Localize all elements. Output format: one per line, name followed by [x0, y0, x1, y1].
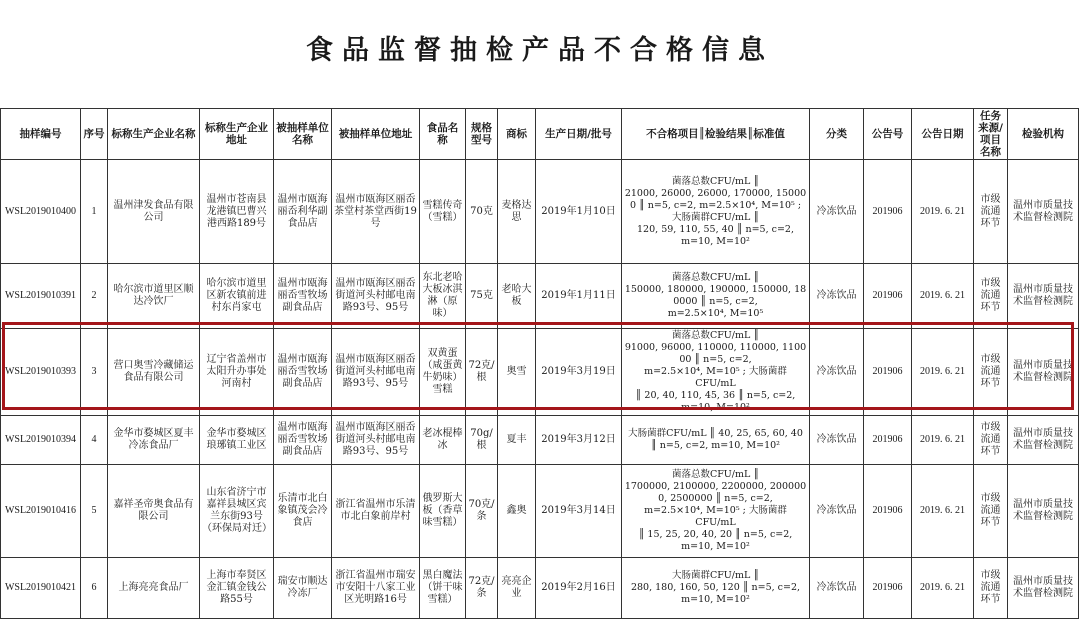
cell-notice: 201906 [864, 264, 912, 329]
cell-category: 冷冻饮品 [810, 329, 864, 416]
cell-no: 3 [81, 329, 108, 416]
cell-brand: 老哈大板 [498, 264, 536, 329]
result-line: 150000, 180000, 190000, 150000, 18 [624, 284, 807, 295]
cell-result [622, 416, 810, 465]
column-header: 序号 [81, 109, 108, 160]
cell-brand: 奥雪 [498, 329, 536, 416]
cell-unit: 温州市瓯海丽岙利华副食品店 [274, 160, 332, 264]
table-row [1, 465, 1079, 558]
cell-category: 冷冻饮品 [810, 416, 864, 465]
column-header: 任务来源/项目名称 [974, 109, 1008, 160]
cell-date: 2019年3月12日 [536, 416, 622, 465]
cell-brand: 夏丰 [498, 416, 536, 465]
page-title: 食品监督抽检产品不合格信息 [306, 35, 774, 66]
cell-unit-addr: 浙江省温州市乐清市北白象前岸村 [332, 465, 420, 558]
cell-no: 5 [81, 465, 108, 558]
cell-maker-addr: 山东省济宁市嘉祥县城区宾兰东街93号（环保局对迁） [200, 465, 274, 558]
cell-maker: 嘉祥圣帝奥食品有限公司 [108, 465, 200, 558]
cell-source: 市级流通环节 [974, 416, 1008, 465]
result-line: 大肠菌群CFU/mL ║ [671, 570, 760, 581]
result-line: 0, 2500000 ║ n=5, c=2, [658, 493, 773, 504]
cell-maker: 哈尔滨市道里区顺达冷饮厂 [108, 264, 200, 329]
result-line: m=10, M=10² [681, 541, 750, 552]
column-header: 商标 [498, 109, 536, 160]
result-line: 0 ║ n=5, c=2, m=2.5×10⁴, M=10⁵ ; [629, 199, 802, 211]
cell-brand: 亮亮企业 [498, 558, 536, 619]
cell-unit: 瑞安市顺达冷冻厂 [274, 558, 332, 619]
result-line: m=10, M=10² [681, 235, 750, 247]
column-header: 公告号 [864, 109, 912, 160]
cell-unit: 温州市瓯海丽岙雪牧场副食品店 [274, 264, 332, 329]
cell-food: 俄罗斯大板（香草味雪糕） [420, 465, 466, 558]
table-row [1, 329, 1079, 416]
result-line: m=2.5×10⁴, M=10⁵ ; 大肠菌群CFU/mL [644, 505, 787, 528]
cell-maker-addr: 上海市奉贤区金汇镇金钱公路55号 [200, 558, 274, 619]
column-header: 标称生产企业名称 [108, 109, 200, 160]
result-line: 大肠菌群CFU/mL ║ [671, 211, 760, 223]
cell-date: 2019年1月10日 [536, 160, 622, 264]
result-line: ║ 20, 40, 110, 45, 36 ║ n=5, c=2, [635, 390, 796, 401]
cell-org: 温州市质量技术监督检测院 [1008, 329, 1079, 416]
cell-date: 2019年1月11日 [536, 264, 622, 329]
cell-unit: 温州市瓯海丽岙雪牧场副食品店 [274, 416, 332, 465]
cell-category: 冷冻饮品 [810, 160, 864, 264]
result-line: m=10, M=10² [681, 402, 750, 413]
table-row [1, 558, 1079, 619]
result-line: 280, 180, 160, 50, 120 ║ n=5, c=2, [630, 582, 801, 593]
column-header: 分类 [810, 109, 864, 160]
column-header: 标称生产企业地址 [200, 109, 274, 160]
cell-date: 2019年3月19日 [536, 329, 622, 416]
result-line: 菌落总数CFU/mL ║ [671, 175, 760, 187]
cell-notice: 201906 [864, 416, 912, 465]
cell-date: 2019年2月16日 [536, 558, 622, 619]
cell-maker: 温州津发食品有限公司 [108, 160, 200, 264]
result-line: ║ 15, 25, 20, 40, 20 ║ n=5, c=2, [638, 529, 793, 540]
cell-id: WSL2019010391 [1, 264, 81, 329]
cell-notice: 201906 [864, 558, 912, 619]
cell-spec: 75克 [466, 264, 498, 329]
cell-notice-date: 2019. 6. 21 [912, 160, 974, 264]
cell-source: 市级流通环节 [974, 264, 1008, 329]
cell-category: 冷冻饮品 [810, 465, 864, 558]
column-header: 规格型号 [466, 109, 498, 160]
cell-maker-addr: 温州市苍南县龙港镇巴曹兴港西路189号 [200, 160, 274, 264]
cell-source: 市级流通环节 [974, 329, 1008, 416]
column-header: 被抽样单位地址 [332, 109, 420, 160]
cell-org: 温州市质量技术监督检测院 [1008, 558, 1079, 619]
cell-notice: 201906 [864, 329, 912, 416]
cell-unit-addr: 温州市瓯海区丽岙街道河头村邮电南路93号、95号 [332, 329, 420, 416]
cell-unit-addr: 温州市瓯海区丽岙街道河头村邮电南路93号、95号 [332, 264, 420, 329]
cell-result [622, 264, 810, 329]
result-line: 00 ║ n=5, c=2, [679, 354, 752, 365]
column-header: 生产日期/批号 [536, 109, 622, 160]
cell-category: 冷冻饮品 [810, 264, 864, 329]
cell-unit-addr: 温州市瓯海区丽岙街道河头村邮电南路93号、95号 [332, 416, 420, 465]
cell-unit: 乐清市北白象镇茂会冷食店 [274, 465, 332, 558]
unqualified-products-table [0, 108, 1079, 619]
cell-spec: 70克/条 [466, 465, 498, 558]
table-row [1, 416, 1079, 465]
result-line: 120, 59, 110, 55, 40 ║ n=5, c=2, [637, 223, 794, 235]
cell-food: 东北老哈大板冰淇淋（原味） [420, 264, 466, 329]
cell-food: 雪糕传奇（雪糕） [420, 160, 466, 264]
cell-id: WSL2019010416 [1, 465, 81, 558]
cell-spec: 70克 [466, 160, 498, 264]
cell-brand: 麦格达思 [498, 160, 536, 264]
cell-date: 2019年3月14日 [536, 465, 622, 558]
table-row [1, 264, 1079, 329]
result-line: 21000, 26000, 26000, 170000, 15000 [624, 187, 807, 199]
cell-unit-addr: 浙江省温州市瑞安市安阳十八家工业区光明路16号 [332, 558, 420, 619]
column-header: 被抽样单位名称 [274, 109, 332, 160]
cell-unit-addr: 温州市瓯海区丽岙茶堂村茶堂西街19号 [332, 160, 420, 264]
cell-maker: 上海亮亮食品厂 [108, 558, 200, 619]
cell-no: 4 [81, 416, 108, 465]
cell-no: 1 [81, 160, 108, 264]
cell-notice-date: 2019. 6. 21 [912, 558, 974, 619]
result-line: m=10, M=10² [681, 594, 750, 605]
cell-notice-date: 2019. 6. 21 [912, 416, 974, 465]
result-line: ║ n=5, c=2, m=10, M=10² [651, 440, 780, 451]
cell-org: 温州市质量技术监督检测院 [1008, 160, 1079, 264]
cell-org: 温州市质量技术监督检测院 [1008, 416, 1079, 465]
cell-food: 双黄蛋（咸蛋黄牛奶味）雪糕 [420, 329, 466, 416]
result-line: 菌落总数CFU/mL ║ [671, 330, 760, 341]
cell-source: 市级流通环节 [974, 465, 1008, 558]
cell-maker: 金华市婺城区夏丰冷冻食品厂 [108, 416, 200, 465]
cell-notice-date: 2019. 6. 21 [912, 465, 974, 558]
cell-food: 黑白魔法（饼干味雪糕） [420, 558, 466, 619]
cell-result [622, 465, 810, 558]
cell-result [622, 558, 810, 619]
table-header-row [1, 109, 1079, 160]
cell-maker-addr: 金华市婺城区琅琊镇工业区 [200, 416, 274, 465]
cell-id: WSL2019010400 [1, 160, 81, 264]
cell-food: 老冰棍棒冰 [420, 416, 466, 465]
cell-unit: 温州市瓯海丽岙雪牧场副食品店 [274, 329, 332, 416]
result-line: m=2.5×10⁴, M=10⁵ [667, 308, 764, 319]
cell-source: 市级流通环节 [974, 160, 1008, 264]
result-line: 菌落总数CFU/mL ║ [671, 469, 760, 480]
result-line: 菌落总数CFU/mL ║ [671, 272, 760, 283]
cell-maker-addr: 辽宁省盖州市太阳升办事处河南村 [200, 329, 274, 416]
cell-id: WSL2019010421 [1, 558, 81, 619]
cell-no: 6 [81, 558, 108, 619]
cell-spec: 72克/根 [466, 329, 498, 416]
cell-source: 市级流通环节 [974, 558, 1008, 619]
cell-result [622, 160, 810, 264]
cell-notice: 201906 [864, 465, 912, 558]
cell-notice-date: 2019. 6. 21 [912, 264, 974, 329]
column-header: 公告日期 [912, 109, 974, 160]
column-header: 检验机构 [1008, 109, 1079, 160]
cell-notice-date: 2019. 6. 21 [912, 329, 974, 416]
cell-no: 2 [81, 264, 108, 329]
cell-spec: 70g/根 [466, 416, 498, 465]
cell-org: 温州市质量技术监督检测院 [1008, 465, 1079, 558]
result-line: 91000, 96000, 110000, 110000, 1100 [624, 342, 807, 353]
column-header: 抽样编号 [1, 109, 81, 160]
column-header: 食品名称 [420, 109, 466, 160]
result-line: 1700000, 2100000, 2200000, 200000 [624, 481, 807, 492]
cell-maker-addr: 哈尔滨市道里区新农镇前进村东肖家屯 [200, 264, 274, 329]
cell-org: 温州市质量技术监督检测院 [1008, 264, 1079, 329]
table-row [1, 160, 1079, 264]
result-line: 0000 ║ n=5, c=2, [673, 296, 758, 307]
cell-notice: 201906 [864, 160, 912, 264]
cell-brand: 鑫奥 [498, 465, 536, 558]
cell-id: WSL2019010393 [1, 329, 81, 416]
cell-maker: 营口奥雪冷藏储运食品有限公司 [108, 329, 200, 416]
result-line: m=2.5×10⁴, M=10⁵ ; 大肠菌群CFU/mL [644, 366, 787, 389]
cell-category: 冷冻饮品 [810, 558, 864, 619]
column-header: 不合格项目║检验结果║标准值 [622, 109, 810, 160]
cell-spec: 72克/条 [466, 558, 498, 619]
cell-result [622, 329, 810, 416]
cell-id: WSL2019010394 [1, 416, 81, 465]
result-line: 大肠菌群CFU/mL ║ 40, 25, 65, 60, 40 [628, 428, 803, 439]
